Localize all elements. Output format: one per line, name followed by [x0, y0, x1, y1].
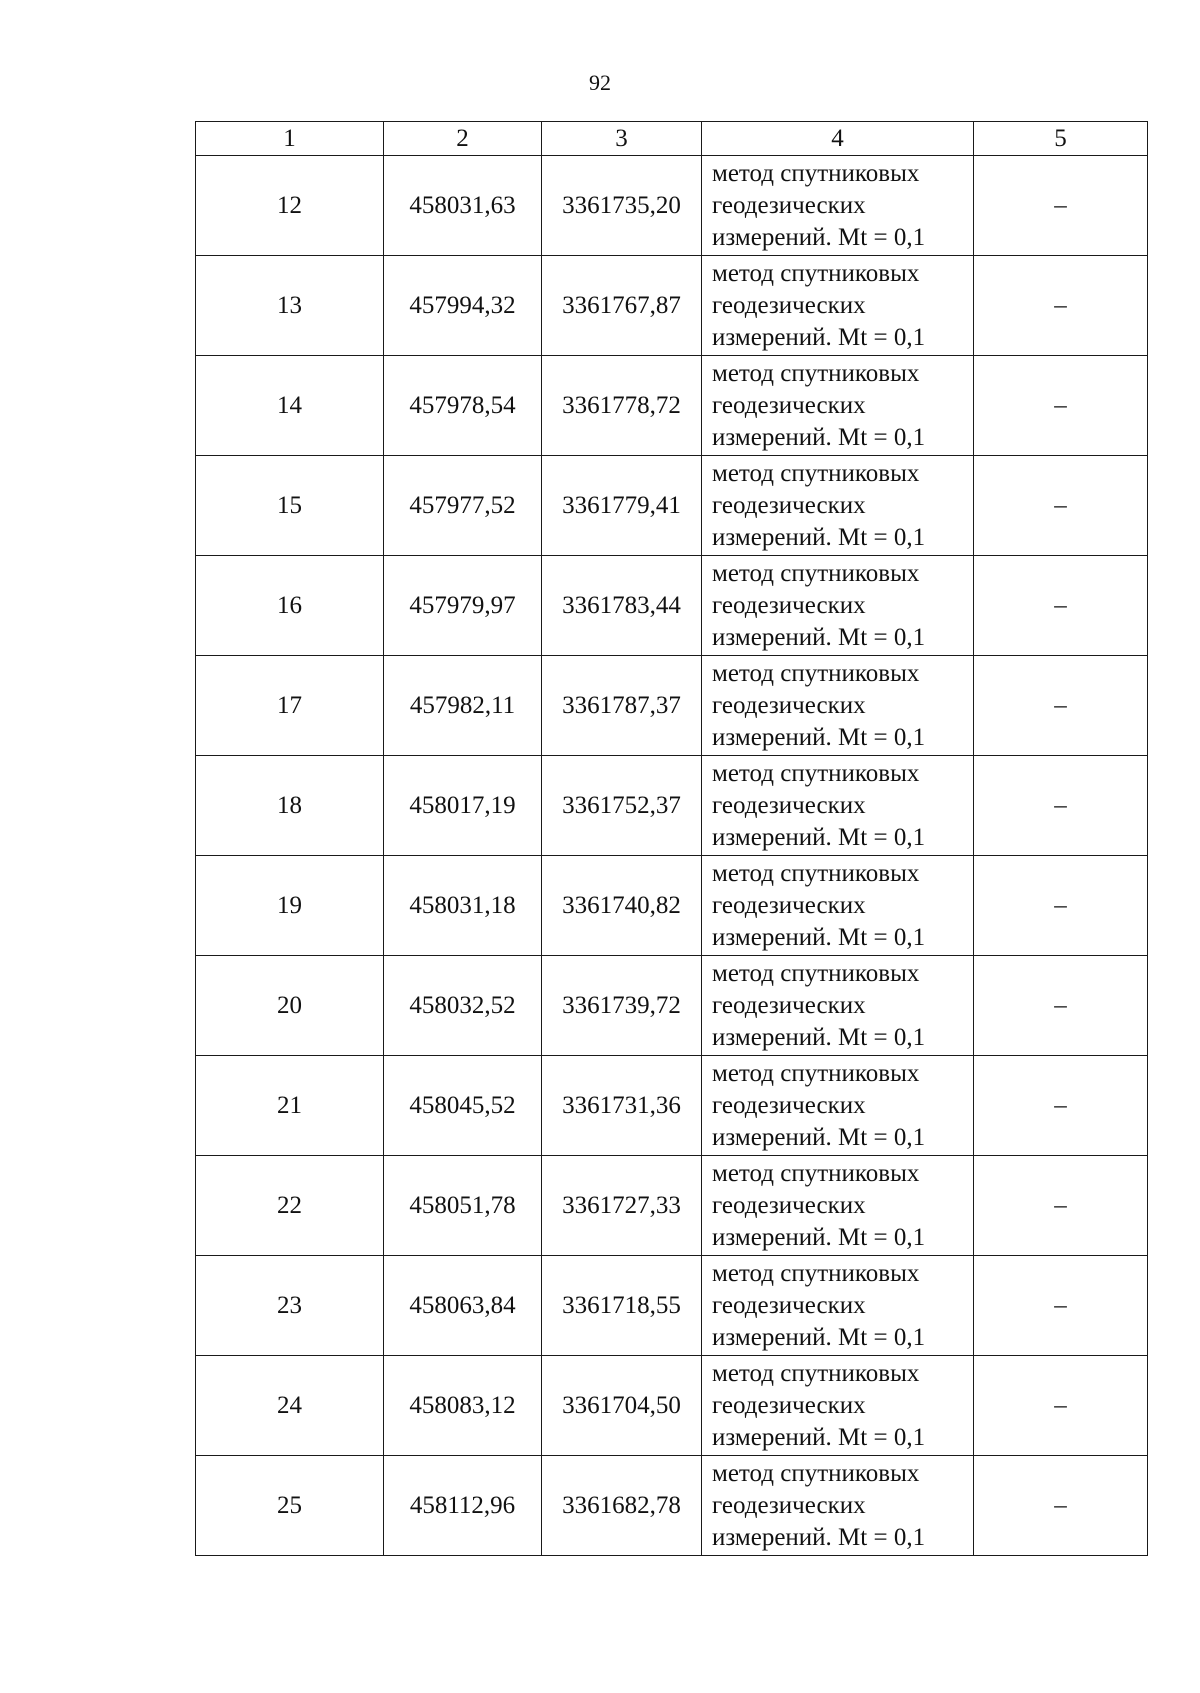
note-cell: –: [974, 1156, 1148, 1256]
coordinates-table: [195, 121, 1148, 1556]
note-cell: –: [974, 356, 1148, 456]
method-line: измерений. Mt = 0,1: [712, 1123, 926, 1151]
table-row: [196, 1356, 1148, 1456]
y-coordinate-cell: 3361735,20: [542, 156, 702, 256]
y-coordinate-cell: 3361704,50: [542, 1356, 702, 1456]
note-cell: –: [974, 556, 1148, 656]
x-coordinate-cell: 458032,52: [384, 956, 542, 1056]
method-line: геодезических: [712, 791, 866, 819]
x-coordinate-cell: 457977,52: [384, 456, 542, 556]
method-line: метод спутниковых: [712, 259, 920, 287]
method-cell: [702, 356, 974, 456]
method-line: метод спутниковых: [712, 1159, 920, 1187]
method-cell: [702, 756, 974, 856]
method-line: измерений. Mt = 0,1: [712, 823, 926, 851]
method-line: геодезических: [712, 391, 866, 419]
method-line: метод спутниковых: [712, 1059, 920, 1087]
method-line: геодезических: [712, 491, 866, 519]
method-line: геодезических: [712, 1491, 866, 1519]
method-line: геодезических: [712, 291, 866, 319]
method-line: геодезических: [712, 1391, 866, 1419]
method-cell: [702, 1356, 974, 1456]
y-coordinate-cell: 3361740,82: [542, 856, 702, 956]
point-number-cell: 16: [196, 556, 384, 656]
point-number-cell: 15: [196, 456, 384, 556]
method-line: метод спутниковых: [712, 759, 920, 787]
note-cell: –: [974, 1056, 1148, 1156]
point-number-cell: 12: [196, 156, 384, 256]
method-line: измерений. Mt = 0,1: [712, 1023, 926, 1051]
method-cell: [702, 1156, 974, 1256]
point-number-cell: 18: [196, 756, 384, 856]
method-line: геодезических: [712, 991, 866, 1019]
method-cell: [702, 1056, 974, 1156]
method-line: метод спутниковых: [712, 159, 920, 187]
method-line: измерений. Mt = 0,1: [712, 423, 926, 451]
method-line: измерений. Mt = 0,1: [712, 223, 926, 251]
method-line: измерений. Mt = 0,1: [712, 623, 926, 651]
table-row: [196, 556, 1148, 656]
method-line: метод спутниковых: [712, 559, 920, 587]
method-line: геодезических: [712, 191, 866, 219]
y-coordinate-cell: 3361682,78: [542, 1456, 702, 1556]
table-header: [196, 122, 1148, 156]
table-row: [196, 956, 1148, 1056]
y-coordinate-cell: 3361787,37: [542, 656, 702, 756]
method-line: измерений. Mt = 0,1: [712, 1223, 926, 1251]
y-coordinate-cell: 3361731,36: [542, 1056, 702, 1156]
column-header-1: 1: [196, 122, 384, 156]
note-cell: –: [974, 856, 1148, 956]
point-number-cell: 24: [196, 1356, 384, 1456]
x-coordinate-cell: 457978,54: [384, 356, 542, 456]
x-coordinate-cell: 458112,96: [384, 1456, 542, 1556]
method-line: метод спутниковых: [712, 859, 920, 887]
table-row: [196, 456, 1148, 556]
column-header-2: 2: [384, 122, 542, 156]
y-coordinate-cell: 3361767,87: [542, 256, 702, 356]
method-cell: [702, 256, 974, 356]
y-coordinate-cell: 3361778,72: [542, 356, 702, 456]
method-line: измерений. Mt = 0,1: [712, 1523, 926, 1551]
method-line: измерений. Mt = 0,1: [712, 1423, 926, 1451]
method-cell: [702, 556, 974, 656]
x-coordinate-cell: 458031,63: [384, 156, 542, 256]
method-line: геодезических: [712, 1191, 866, 1219]
table-row: [196, 1256, 1148, 1356]
note-cell: –: [974, 656, 1148, 756]
y-coordinate-cell: 3361718,55: [542, 1256, 702, 1356]
method-line: геодезических: [712, 1291, 866, 1319]
column-header-3: 3: [542, 122, 702, 156]
method-cell: [702, 1456, 974, 1556]
note-cell: –: [974, 1256, 1148, 1356]
method-line: измерений. Mt = 0,1: [712, 523, 926, 551]
y-coordinate-cell: 3361727,33: [542, 1156, 702, 1256]
page-number: 92: [589, 70, 611, 95]
table-row: [196, 1056, 1148, 1156]
x-coordinate-cell: 458051,78: [384, 1156, 542, 1256]
method-cell: [702, 1256, 974, 1356]
method-line: геодезических: [712, 1091, 866, 1119]
y-coordinate-cell: 3361783,44: [542, 556, 702, 656]
method-line: метод спутниковых: [712, 1459, 920, 1487]
y-coordinate-cell: 3361752,37: [542, 756, 702, 856]
note-cell: –: [974, 1356, 1148, 1456]
point-number-cell: 17: [196, 656, 384, 756]
table-row: [196, 856, 1148, 956]
y-coordinate-cell: 3361739,72: [542, 956, 702, 1056]
point-number-cell: 25: [196, 1456, 384, 1556]
table-row: [196, 1456, 1148, 1556]
header-row: [196, 122, 1148, 156]
point-number-cell: 22: [196, 1156, 384, 1256]
method-cell: [702, 456, 974, 556]
x-coordinate-cell: 458031,18: [384, 856, 542, 956]
table-row: [196, 156, 1148, 256]
method-line: метод спутниковых: [712, 1359, 920, 1387]
method-line: измерений. Mt = 0,1: [712, 723, 926, 751]
method-line: геодезических: [712, 891, 866, 919]
note-cell: –: [974, 156, 1148, 256]
point-number-cell: 21: [196, 1056, 384, 1156]
method-line: геодезических: [712, 691, 866, 719]
x-coordinate-cell: 458017,19: [384, 756, 542, 856]
table-row: [196, 1156, 1148, 1256]
note-cell: –: [974, 256, 1148, 356]
y-coordinate-cell: 3361779,41: [542, 456, 702, 556]
x-coordinate-cell: 457982,11: [384, 656, 542, 756]
x-coordinate-cell: 458063,84: [384, 1256, 542, 1356]
point-number-cell: 13: [196, 256, 384, 356]
note-cell: –: [974, 1456, 1148, 1556]
x-coordinate-cell: 457979,97: [384, 556, 542, 656]
x-coordinate-cell: 457994,32: [384, 256, 542, 356]
x-coordinate-cell: 458045,52: [384, 1056, 542, 1156]
method-line: метод спутниковых: [712, 359, 920, 387]
table-row: [196, 756, 1148, 856]
table-row: [196, 256, 1148, 356]
method-line: метод спутниковых: [712, 1259, 920, 1287]
method-line: метод спутниковых: [712, 459, 920, 487]
method-cell: [702, 856, 974, 956]
point-number-cell: 23: [196, 1256, 384, 1356]
method-line: метод спутниковых: [712, 959, 920, 987]
table-row: [196, 356, 1148, 456]
column-header-4: 4: [702, 122, 974, 156]
method-line: измерений. Mt = 0,1: [712, 1323, 926, 1351]
x-coordinate-cell: 458083,12: [384, 1356, 542, 1456]
table-body: [196, 156, 1148, 1556]
method-cell: [702, 156, 974, 256]
column-header-5: 5: [974, 122, 1148, 156]
point-number-cell: 20: [196, 956, 384, 1056]
method-line: геодезических: [712, 591, 866, 619]
note-cell: –: [974, 456, 1148, 556]
note-cell: –: [974, 756, 1148, 856]
method-cell: [702, 956, 974, 1056]
table-row: [196, 656, 1148, 756]
point-number-cell: 14: [196, 356, 384, 456]
method-line: метод спутниковых: [712, 659, 920, 687]
method-line: измерений. Mt = 0,1: [712, 923, 926, 951]
method-cell: [702, 656, 974, 756]
point-number-cell: 19: [196, 856, 384, 956]
method-line: измерений. Mt = 0,1: [712, 323, 926, 351]
note-cell: –: [974, 956, 1148, 1056]
